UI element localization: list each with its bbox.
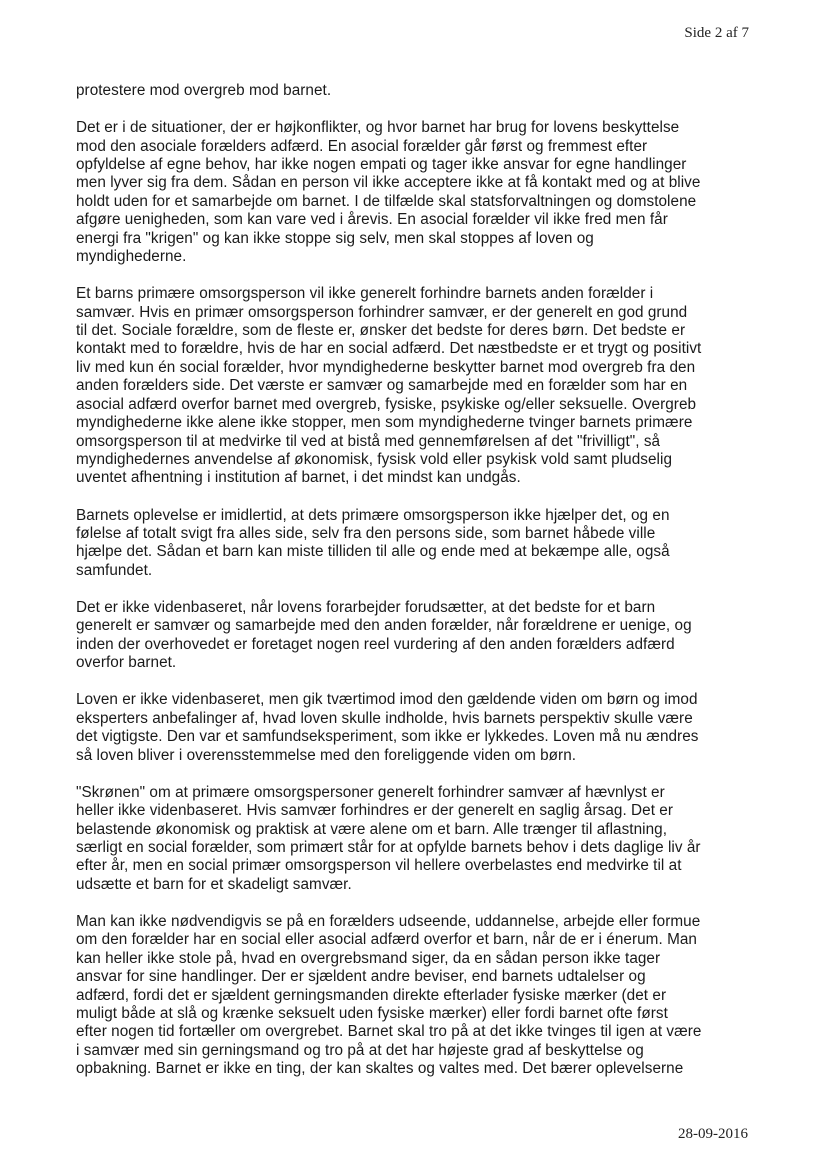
paragraph-2: Det er i de situationer, der er højkonflikter, og hvor barnet har brug for lovens beskyttelse mod den asociale forælders adfærd. En asocial forælder går først og fremmest efter opfyldelse af egne behov, har ikke nogen empati og tager ikke ansvar for egne handlinger men lyver sig fra dem. Sådan en person vil ikke acceptere ikke at få kontakt med og at blive holdt uden for et samarbejde om barnet. I de tilfælde skal statsforvaltningen og domstolene afgøre uenigheden, som kan vare ved i årevis. En asocial forælder vil ikke fred men får energi fra "krigen" og kan ikke stoppe sig selv, men skal stoppes af loven og myndighederne. bbox=[76, 119, 701, 266]
paragraph-6: Loven er ikke videnbaseret, men gik tværtimod imod den gældende viden om børn og imod eksperters anbefalinger af, hvad loven skulle indholde, hvis barnets perspektiv skulle være det vigtigste. Den var et samfundseksperiment, som ikke er lykkedes. Loven må nu ændres så loven bliver i overensstemmelse med den foreliggende viden om børn. bbox=[76, 691, 699, 764]
date-footer: 28-09-2016 bbox=[678, 1126, 748, 1142]
document-body bbox=[76, 82, 760, 1097]
paragraph-7: "Skrønen" om at primære omsorgspersoner generelt forhindrer samvær af hævnlyst er heller ikke videnbaseret. Hvis samvær forhindres er der generelt en saglig årsag. Det er belastende økonomisk og praktisk at være alene om et barn. Alle trænger til aflastning, særligt en social forælder, som primært står for at opfylde barnets behov i dets daglige liv år efter år, men en social primær omsorgsperson vil hellere overbelastes end medvirke til at udsætte et barn for et skadeligt samvær. bbox=[76, 783, 701, 893]
paragraph-8: Man kan ikke nødvendigvis se på en forælders udseende, uddannelse, arbejde eller formue om den forælder har en social eller asocial adfærd overfor et barn, når de er i énerum. Man kan heller ikke stole på, hvad en overgrebsmand siger, da en sådan person ikke tager ansvar for sine handlinger. Der er sjældent andre beviser, end barnets udtalelser og adfærd, fordi det er sjældent gerningsmanden direkte efterlader fysiske mærker (det er muligt både at slå og krænke seksuelt uden fysiske mærker) eller fordi barnet ofte først efter nogen tid fortæller om overgrebet. Barnet skal tro på at det ikke tvinges til igen at være i samvær med sin gerningsmand og tro på at det har højeste grad af beskyttelse og opbakning. Barnet er ikke en ting, der kan skaltes og valtes med. Det bærer oplevelserne bbox=[76, 913, 702, 1078]
paragraph-3: Et barns primære omsorgsperson vil ikke generelt forhindre barnets anden forælder i samvær. Hvis en primær omsorgsperson forhindrer samvær, er der generelt en god grund til det. Sociale forældre, som de fleste er, ønsker det bedste for deres børn. Det bedste er kontakt med to forældre, hvis de har en social adfærd. Det næstbedste er et trygt og positivt liv med kun én social forælder, hvor myndighederne beskytter barnet mod overgreb fra den anden forælders side. Det værste er samvær og samarbejde med en forælder som har en asocial adfærd overfor barnet med overgreb, fysiske, psykiske og/eller seksuelle. Overgreb myndighederne ikke alene ikke stopper, men som myndighederne tvinger barnets primære omsorgsperson til at medvirke til ved at bistå med gennemførelsen af det "frivilligt", så myndighedernes anvendelse af økonomisk, fysisk vold eller psykisk vold samt pludselig uventet afhentning i institution af barnet, i det mindst kan undgås. bbox=[76, 285, 702, 487]
paragraph-1: protestere mod overgreb mod barnet. bbox=[76, 82, 332, 99]
paragraph-5: Det er ikke videnbaseret, når lovens forarbejder forudsætter, at det bedste for et barn generelt er samvær og samarbejde med den anden forælder, når forældrene er uenige, og inden der overhovedet er foretaget nogen reel vurdering af den anden forælders adfærd overfor barnet. bbox=[76, 598, 692, 672]
paragraph-4: Barnets oplevelse er imidlertid, at dets primære omsorgsperson ikke hjælper det, og en følelse af totalt svigt fra alles side, selv fra den persons side, som barnet håbede ville hjælpe det. Sådan et barn kan miste tilliden til alle og ende med at bekæmpe alle, også samfundet. bbox=[76, 506, 670, 579]
page-number-header: Side 2 af 7 bbox=[684, 25, 749, 41]
